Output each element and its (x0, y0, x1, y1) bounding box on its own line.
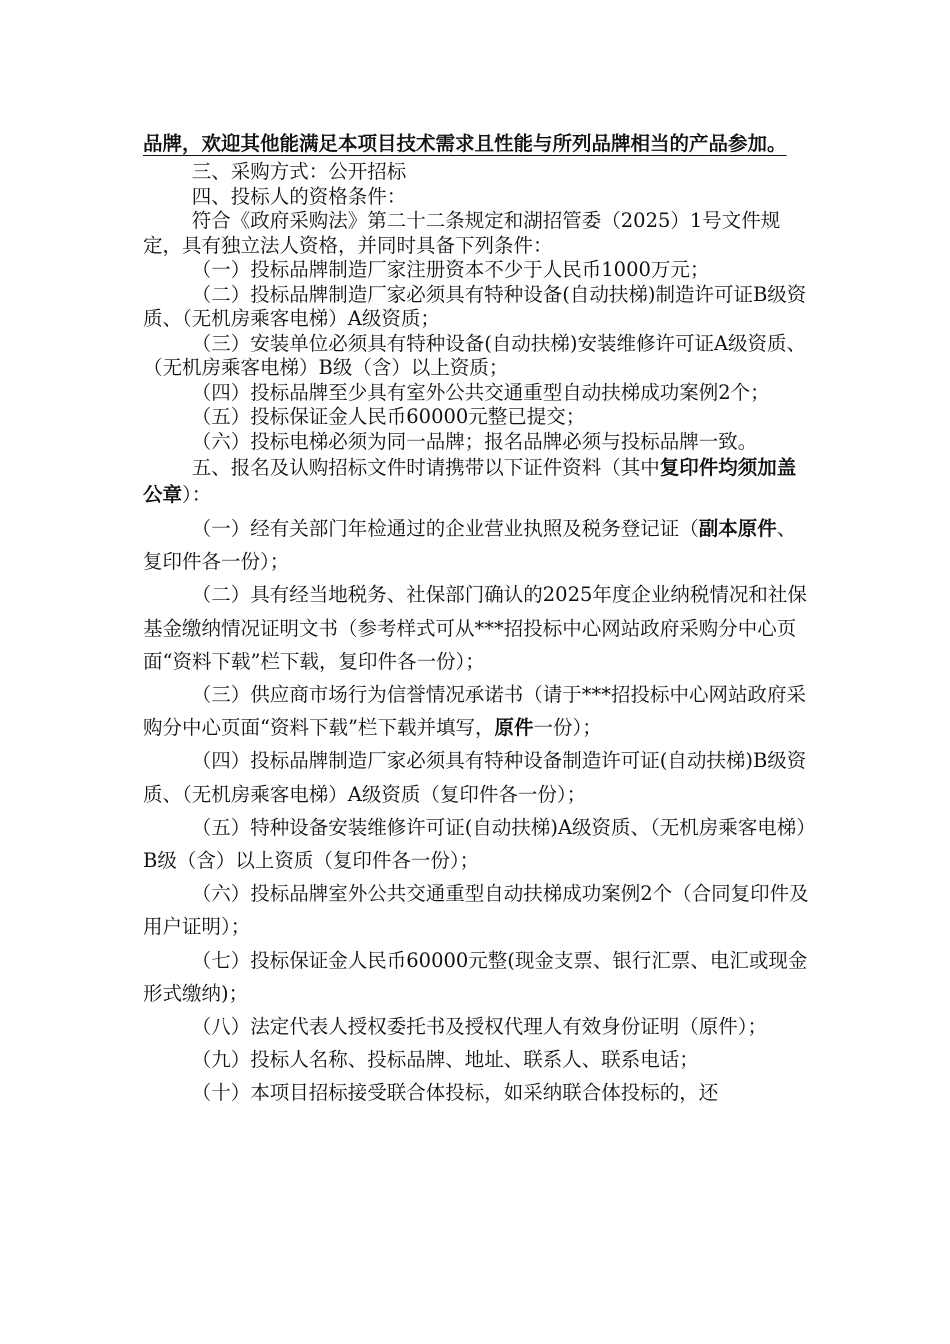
section-5-end: ）： (182, 483, 212, 506)
document-page (143, 128, 809, 1110)
doc-1-text: （一）经有关部门年检通过的企业营业执照及税务登记证（ (191, 517, 699, 540)
doc-item-3 (143, 678, 809, 744)
doc-item-5: （五）特种设备安装维修许可证(自动扶梯)A级资质、（无机房乘客电梯）B级（含）以上资质（复印件各一份）； (143, 815, 807, 873)
doc-item-6: （六）投标品牌室外公共交通重型自动扶梯成功案例2个（合同复印件及用户证明）； (143, 882, 809, 939)
condition-4: （四）投标品牌至少具有室外公共交通重型自动扶梯成功案例2个； (191, 380, 770, 404)
section-4-heading: 四、投标人的资格条件： (191, 184, 407, 208)
condition-2: （二）投标品牌制造厂家必须具有特种设备(自动扶梯)制造许可证B级资质、（无机房乘客电梯）A级资质； (143, 282, 807, 330)
section-5-heading (143, 454, 809, 508)
condition-1: （一）投标品牌制造厂家注册资本不少于人民币1000万元； (191, 258, 710, 281)
doc-3-text: （三）供应商市场行为信誉情况承诺书（请于***招投标中心网站政府采购分中心页面“资料下载”栏下载并填写， (143, 683, 807, 740)
section-3-heading: 三、采购方式：公开招标 (191, 160, 407, 183)
condition-3: （三）安装单位必须具有特种设备(自动扶梯)安装维修许可证A级资质、（无机房乘客电梯）B级（含）以上资质； (143, 331, 807, 379)
condition-6: （六）投标电梯必须为同一品牌；报名品牌必须与投标品牌一致。 (191, 429, 758, 453)
intro-paragraph: 品牌，欢迎其他能满足本项目技术需求且性能与所列品牌相当的产品参加。 (143, 132, 787, 155)
doc-item-1 (143, 512, 809, 578)
section-5-text: 五、报名及认购招标文件时请携带以下证件资料（其中 (191, 456, 660, 479)
doc-1-bold: 副本原件 (698, 517, 777, 540)
section-4-intro: 符合《政府采购法》第二十二条规定和湖招管委（2025）1号文件规定，具有独立法人资格，并同时具备下列条件： (143, 209, 781, 257)
doc-3-bold: 原件 (494, 716, 534, 740)
doc-item-2: （二）具有经当地税务、社保部门确认的2025年度企业纳税情况和社保基金缴纳情况证明文书（参考样式可从***招投标中心网站政府采购分中心页面“资料下载”栏下载，复印件各一份）； (143, 583, 807, 673)
doc-item-8: （八）法定代表人授权委托书及授权代理人有效身份证明（原件）； (191, 1015, 768, 1039)
doc-1-end: 、复印件各一份）； (143, 517, 797, 574)
doc-item-9: （九）投标人名称、投标品牌、地址、联系人、联系电话； (191, 1048, 699, 1072)
doc-item-10: （十）本项目招标接受联合体投标，如采纳联合体投标的，还 (191, 1081, 719, 1105)
doc-item-7: （七）投标保证金人民币60000元整(现金支票、银行汇票、电汇或现金形式缴纳)； (143, 948, 808, 1005)
doc-3-end: 一份）； (533, 716, 602, 740)
section-5-bold: 复印件均须加盖公章 (143, 456, 797, 506)
doc-item-4: （四）投标品牌制造厂家必须具有特种设备制造许可证(自动扶梯)B级资质、（无机房乘客电梯）A级资质（复印件各一份）； (143, 749, 807, 806)
condition-5: （五）投标保证金人民币60000元整已提交； (191, 405, 586, 428)
